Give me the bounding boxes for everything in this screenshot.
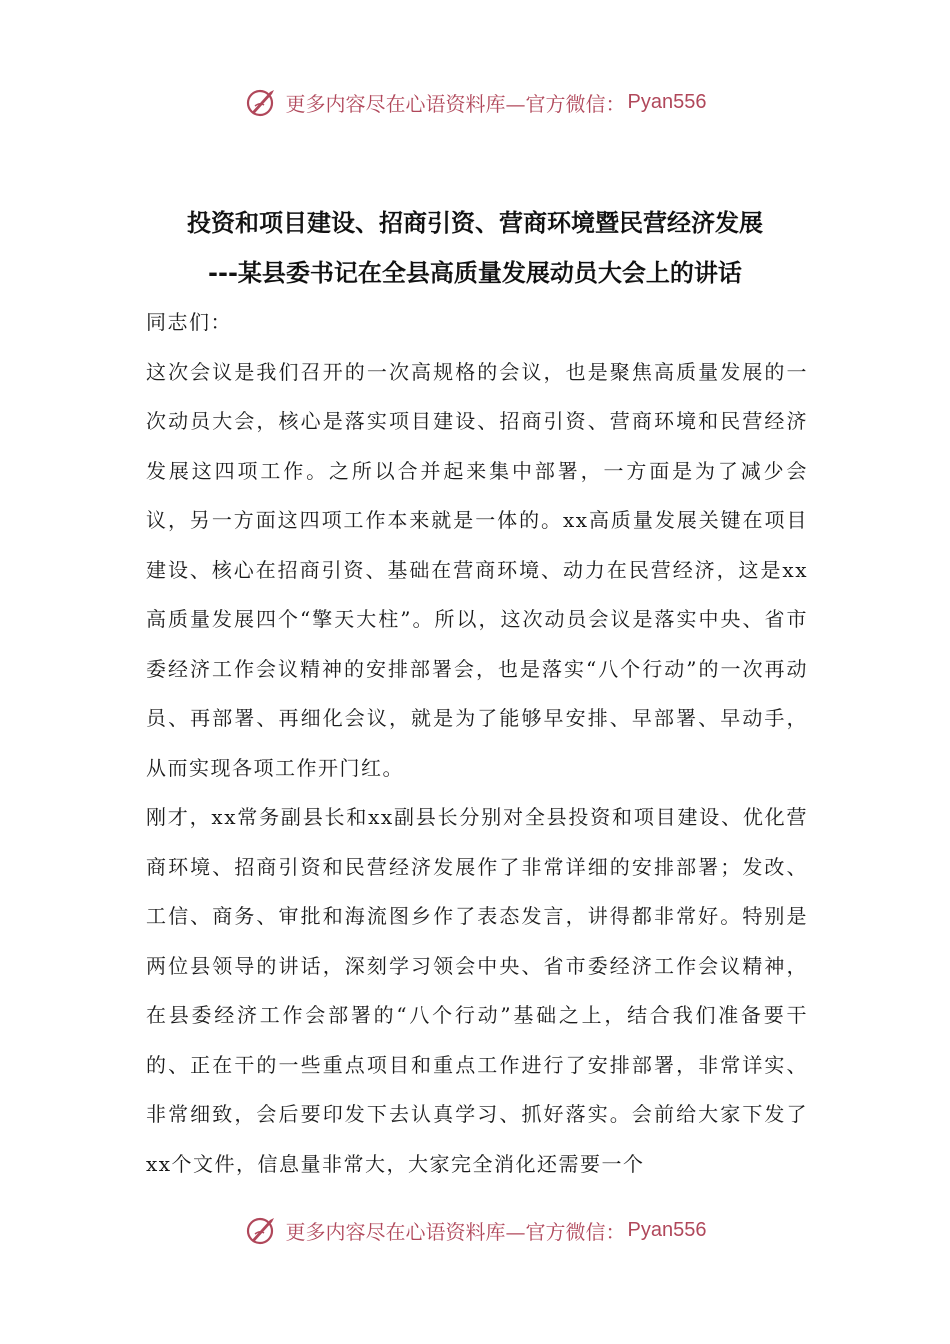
banner-text: 更多内容尽在心语资料库—官方微信： [285, 1219, 626, 1244]
footer-watermark-banner [0, 1208, 950, 1252]
salutation: 同志们： [146, 310, 232, 334]
document-title: 投资和项目建设、招商引资、营商环境暨民营经济发展 [187, 209, 763, 237]
body-paragraph: 刚才，xx常务副县长和xx副县长分别对全县投资和项目建设、优化营商环境、招商引资和民营经济发展作了非常详细的安排部署；发改、工信、商务、审批和海流图乡作了表态发言，讲得都非常好。特别是两位县领导的讲话，深刻学习领会中央、省市委经济工作会议精神，在县委经济工作会部署的“八个行动”基础之上，结合我们准备要干的、正在干的一些重点项目和重点工作进行了安排部署，非常详实、非常细致，会后要印发下去认真学习、抓好落实。会前给大家下发了xx个文件，信息量非常大，大家完全消化还需要一个 [146, 805, 808, 1176]
body-paragraph: 这次会议是我们召开的一次高规格的会议，也是聚焦高质量发展的一次动员大会，核心是落实项目建设、招商引资、营商环境和民营经济发展这四项工作。之所以合并起来集中部署，一方面是为了减少会议，另一方面这四项工作本来就是一体的。xx高质量发展关键在项目建设、核心在招商引资、基础在营商环境、动力在民营经济，这是xx高质量发展四个“擎天大柱”。所以，这次动员会议是落实中央、省市委经济工作会议精神的安排部署会，也是落实“八个行动”的一次再动员、再部署、再细化会议，就是为了能够早安排、早部署、早动手，从而实现各项工作开门红。 [146, 359, 808, 780]
banner-wechat-id: Pyan556 [627, 1218, 707, 1241]
document-subtitle: ---某县委书记在全县高质量发展动员大会上的讲话 [208, 259, 742, 287]
banner-wechat-id: Pyan556 [627, 90, 707, 113]
pen-logo-icon [244, 84, 280, 120]
pen-logo-icon [244, 1212, 280, 1248]
header-watermark-banner [0, 80, 950, 124]
document-body [146, 298, 808, 1189]
banner-text: 更多内容尽在心语资料库—官方微信： [285, 91, 626, 116]
